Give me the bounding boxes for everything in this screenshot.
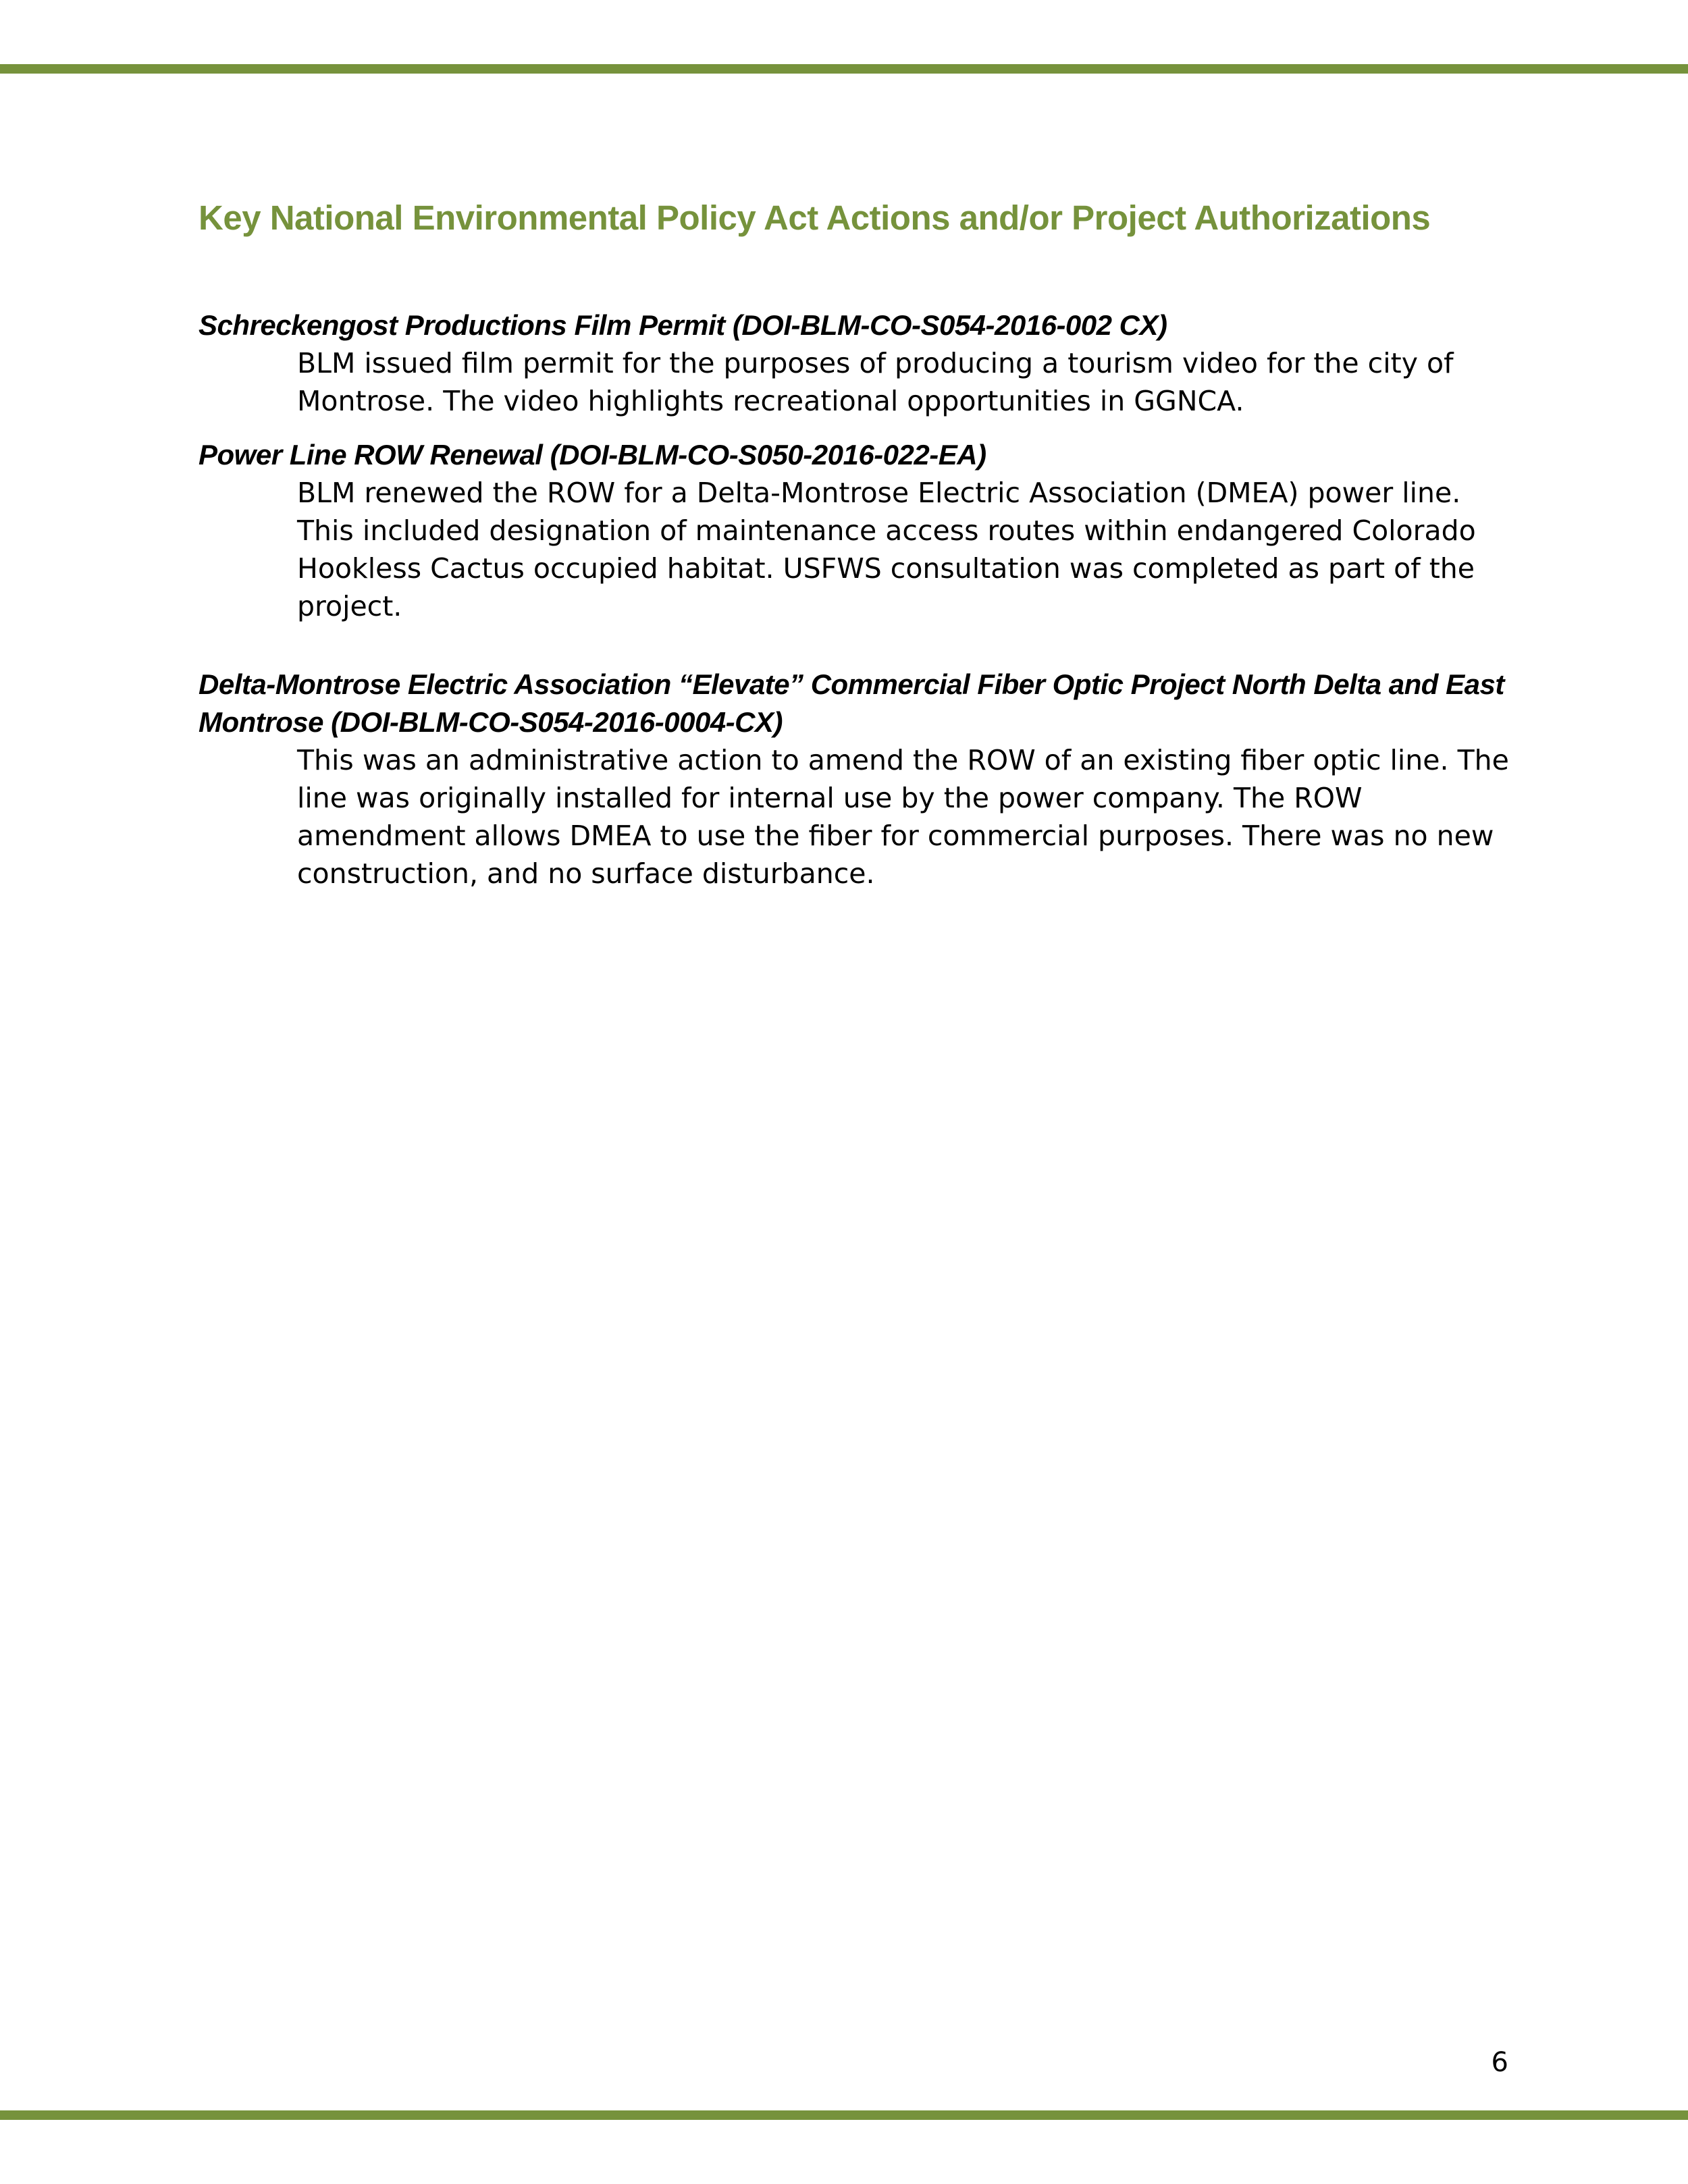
entry-body: This was an administrative action to amend the ROW of an existing fiber optic line. The line was originally installed for internal use by the power company. The ROW amendment allows DMEA to use the fiber for commercial purposes. There was no new construction, and no surface disturbance. [297, 744, 1509, 890]
page-content [199, 194, 1522, 893]
top-rule [0, 64, 1688, 74]
bottom-rule [0, 2110, 1688, 2120]
entry-fiber-optic-project [199, 666, 1522, 893]
entry-title: Schreckengost Productions Film Permit (DOI-BLM-CO-S054-2016-002 CX) [199, 309, 1167, 341]
page-number: 6 [1491, 2047, 1508, 2078]
entry-body: BLM issued film permit for the purposes of producing a tourism video for the city of Montrose. The video highlights recreational opportunities in GGNCA. [297, 347, 1454, 417]
entry-power-line-row [199, 436, 1522, 625]
entry-title: Delta-Montrose Electric Association “Elevate” Commercial Fiber Optic Project North Delta and East Montrose (DOI-BLM-CO-S054-2016-0004-CX) [199, 668, 1504, 738]
section-heading: Key National Environmental Policy Act Actions and/or Project Authorizations [199, 198, 1431, 237]
entry-title: Power Line ROW Renewal (DOI-BLM-CO-S050-2016-022-EA) [199, 439, 986, 471]
entry-body: BLM renewed the ROW for a Delta-Montrose Electric Association (DMEA) power line. This included designation of maintenance access routes within endangered Colorado Hookless Cactus occupied habitat. USFWS consultation was completed as part of the project. [297, 477, 1476, 622]
entry-film-permit [199, 307, 1522, 420]
